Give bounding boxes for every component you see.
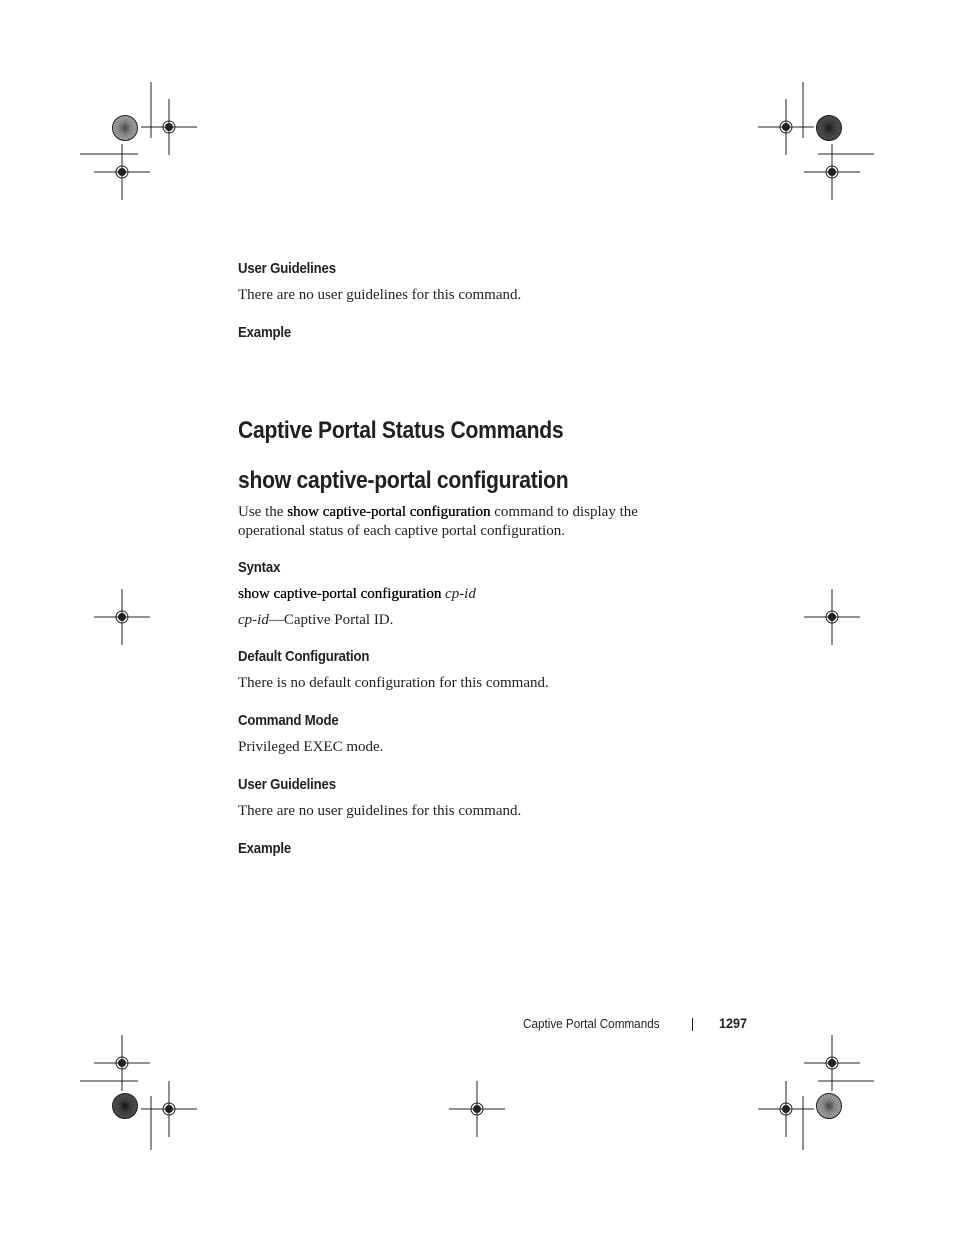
- color-rosette-icon: [113, 116, 138, 141]
- syntax-param-desc: [238, 611, 393, 630]
- example-heading-2: Example: [238, 840, 292, 857]
- example-heading: Example: [238, 324, 292, 341]
- command-title: show captive-portal configuration: [238, 467, 569, 494]
- command-mode-text: Privileged EXEC mode.: [238, 739, 384, 755]
- param-name: cp-id: [238, 612, 269, 628]
- page-number: 1297: [719, 1015, 748, 1031]
- description-suffix: command to display the: [490, 504, 638, 520]
- footer-separator: [692, 1018, 693, 1031]
- description-line-2: operational status of each captive portal configuration.: [238, 523, 565, 539]
- color-rosette-icon: [817, 1094, 842, 1119]
- color-rosette-icon: [817, 116, 842, 141]
- syntax-heading: Syntax: [238, 559, 281, 576]
- syntax-command: show captive-portal configuration: [238, 586, 446, 602]
- syntax-command-line: [238, 585, 476, 604]
- description-command: show captive-portal configuration: [287, 504, 491, 520]
- chapter-title: Captive Portal Status Commands: [238, 417, 564, 444]
- description-prefix: Use the: [238, 504, 288, 520]
- syntax-param: cp-id: [445, 586, 476, 602]
- command-mode-heading: Command Mode: [238, 712, 339, 729]
- default-configuration-text: There is no default configuration for this command.: [238, 675, 549, 691]
- default-configuration-heading: Default Configuration: [238, 648, 370, 665]
- user-guidelines-heading: User Guidelines: [238, 260, 336, 277]
- color-rosette-icon: [113, 1094, 138, 1119]
- user-guidelines-text: There are no user guidelines for this command.: [238, 287, 522, 303]
- description-line-1: [238, 503, 638, 522]
- user-guidelines-text-2: There are no user guidelines for this command.: [238, 803, 522, 819]
- footer-section-name: Captive Portal Commands: [523, 1016, 660, 1031]
- user-guidelines-heading-2: User Guidelines: [238, 776, 336, 793]
- param-description: —Captive Portal ID.: [268, 612, 394, 628]
